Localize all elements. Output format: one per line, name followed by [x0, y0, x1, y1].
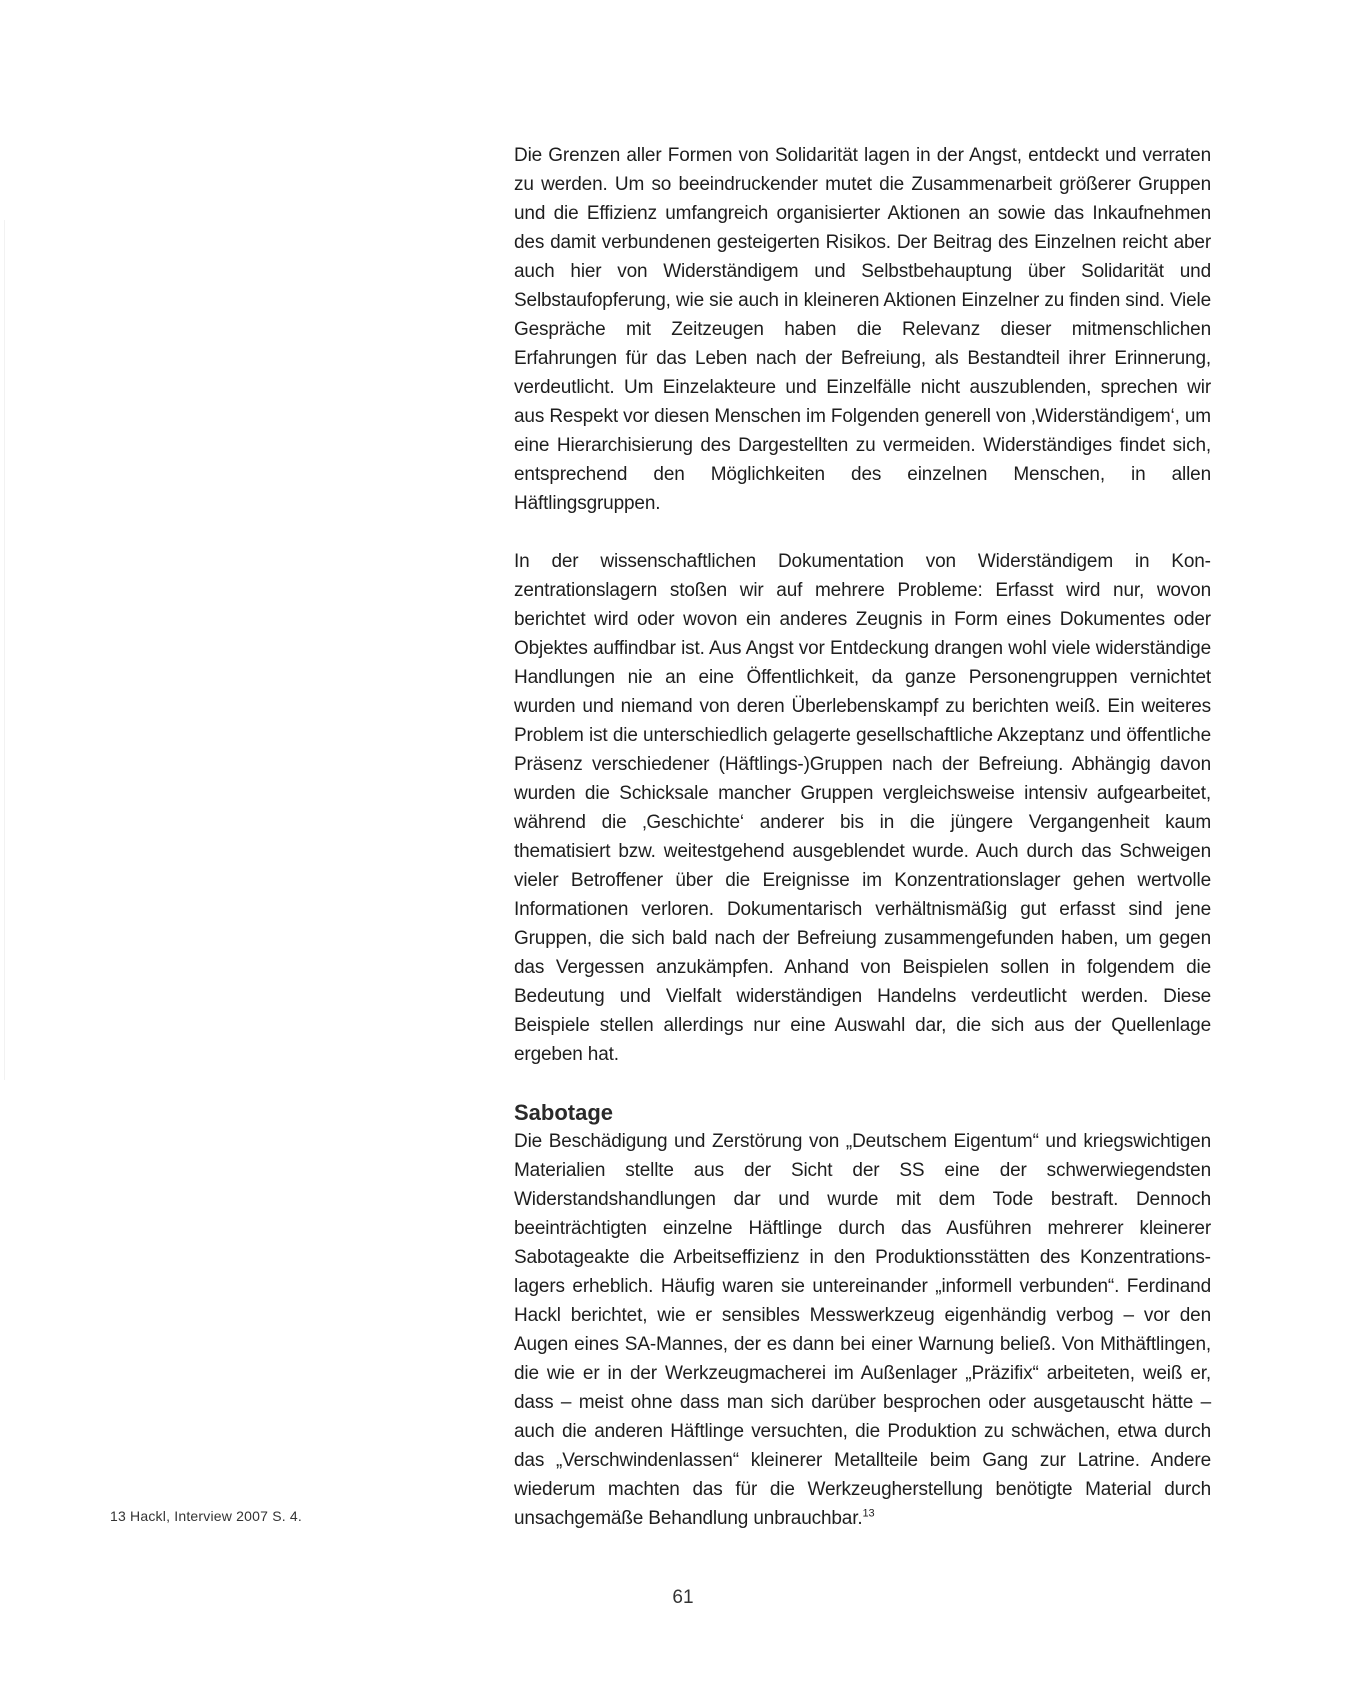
- footnote: 13 Hackl, Interview 2007 S. 4.: [110, 1508, 302, 1524]
- paragraph-documentation: In der wissenschaftlichen Dokumentation von Widerständigem in Konzentrationslagern stoßen wir auf mehrere Probleme: Erfasst wird nur, wovon berichtet wird oder wovon ein anderes Zeugnis in Form eines Dokumentes oder Objektes auffindbar ist. Aus Angst vor Entdeckung drangen wohl viele widerständige Handlungen nie an eine Öffentlichkeit, da ganze Personengruppen vernichtet wurden und niemand von deren Überlebenskampf zu berichten weiß. Ein weiteres Problem ist die unterschiedlich gelagerte gesellschaftliche Akzeptanz und öffentliche Präsenz verschiedener (Häftlings-)Gruppen nach der Befreiung. Abhängig davon wurden die Schicksale mancher Gruppen vergleichsweise intensiv aufgearbeitet, während die ‚Geschichte‘ anderer bis in die jüngere Vergangenheit kaum thematisiert bzw. weitestgehend ausgeblendet wurde. Auch durch das Schweigen vieler Betroffener über die Ereignisse im Konzentrationslager gehen wertvolle Informationen verloren. Dokumentarisch verhältnismäßig gut erfasst sind jene Gruppen, die sich bald nach der Befreiung zusammengefunden haben, um gegen das Vergessen anzukämpfen. Anhand von Beispielen sollen in folgendem die Bedeutung und Vielfalt widerständigen Handelns verdeutlicht werden. Diese Beispiele stellen allerdings nur eine Auswahl dar, die sich aus der Quellenlage ergeben hat.: [514, 551, 1211, 1065]
- footnote-marker: 13: [862, 1507, 875, 1520]
- page-number: 61: [672, 1587, 694, 1608]
- paragraph-sabotage-text: Die Beschädigung und Zerstörung von „Deutschem Eigentum“ und kriegswichtigen Materialien stellte aus der Sicht der SS eine der schwerwiegendsten Widerstandshandlungen dar und wurde mit dem Tode bestraft. Dennoch beeinträchtigten einzelne Häftlinge durch das Ausführen mehrerer kleinerer Sabotageakte die Arbeitseffizienz in den Produktionsstätten des Konzentrationslagers erheblich. Häufig waren sie untereinander „informell verbunden“. Ferdinand Hackl berichtet, wie er sensibles Messwerkzeug eigenhändig verbog – vor den Augen eines SA-Mannes, der es dann bei einer Warnung beließ. Von Mithäftlingen, die wie er in der Werkzeugmacherei im Außenlager „Präzifix“ arbeiteten, weiß er, dass – meist ohne dass man sich darüber besprochen oder ausgetauscht hätte – auch die anderen Häftlinge versuchten, die Produktion zu schwächen, etwa durch das „Verschwindenlassen“ kleinerer Metallteile beim Gang zur Latrine. Andere wiederum machten das für die Werkzeugherstellung benötigte Material durch unsachgemäße Behandlung unbrauchbar.: [514, 1131, 1211, 1529]
- section-heading-sabotage: Sabotage: [514, 1100, 614, 1125]
- paragraph-solidarity: Die Grenzen aller Formen von Solidarität lagen in der Angst, entdeckt und verraten zu werden. Um so beeindruckender mutet die Zusammenarbeit größerer Gruppen und die Effizienz umfangreich organisierter Aktionen an sowie das Inkaufnehmen des damit verbundenen gesteigerten Risikos. Der Beitrag des Einzelnen reicht aber auch hier von Widerständigem und Selbstbehauptung über Solidarität und Selbstaufopferung, wie sie auch in kleineren Aktionen Einzelner zu finden sind. Viele Gespräche mit Zeitzeugen haben die Relevanz dieser mitmenschlichen Erfahrungen für das Leben nach der Befreiung, als Bestandteil ihrer Erinnerung, verdeutlicht. Um Einzelakteure und Einzelfälle nicht auszublenden, sprechen wir aus Respekt vor diesen Menschen im Folgenden generell von ‚Widerständigem‘, um eine Hierarchisierung des Dargestellten zu vermeiden. Widerständiges findet sich, entsprechend den Möglichkeiten des einzelnen Menschen, in allen Häftlingsgruppen.: [514, 145, 1211, 514]
- main-text-column: [514, 141, 1211, 1533]
- paragraph-sabotage: [514, 1127, 1211, 1533]
- scan-edge-mark: [4, 220, 5, 1080]
